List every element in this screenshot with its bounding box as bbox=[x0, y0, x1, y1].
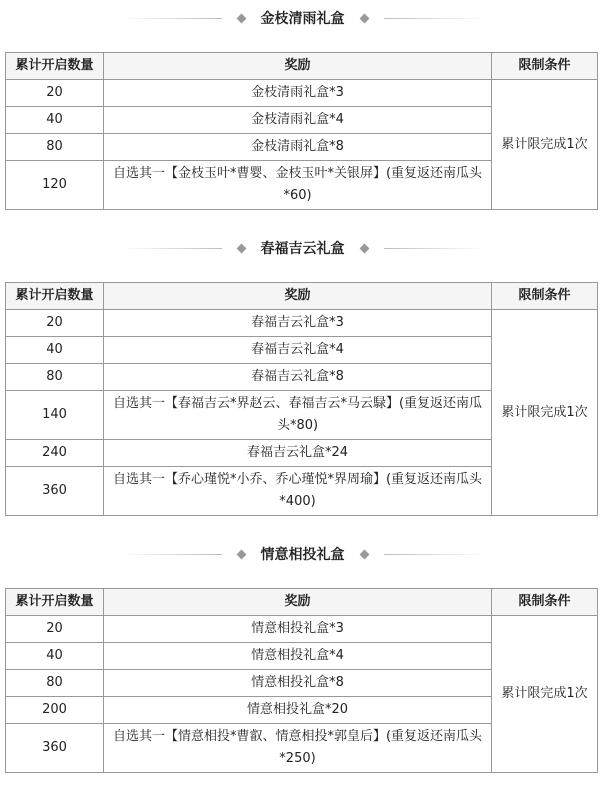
cell-count: 80 bbox=[6, 364, 104, 391]
section-title bbox=[0, 536, 605, 572]
title-divider-right bbox=[384, 554, 484, 555]
cell-reward: 自选其一【情意相投*曹叡、情意相投*郭皇后】(重复返还南瓜头*250) bbox=[104, 724, 492, 773]
cell-reward: 情意相投礼盒*8 bbox=[104, 670, 492, 697]
cell-reward: 金枝清雨礼盒*4 bbox=[104, 107, 492, 134]
header-limit: 限制条件 bbox=[492, 53, 598, 80]
cell-count: 20 bbox=[6, 310, 104, 337]
table-row bbox=[6, 310, 598, 337]
table-header-row bbox=[6, 53, 598, 80]
header-reward: 奖励 bbox=[104, 283, 492, 310]
reward-table bbox=[5, 282, 598, 516]
cell-count: 120 bbox=[6, 161, 104, 210]
cell-reward: 金枝清雨礼盒*3 bbox=[104, 80, 492, 107]
title-divider-left bbox=[122, 18, 222, 19]
cell-count: 80 bbox=[6, 670, 104, 697]
cell-count: 240 bbox=[6, 440, 104, 467]
section-gap bbox=[0, 516, 605, 536]
cell-count: 140 bbox=[6, 391, 104, 440]
section-title bbox=[0, 0, 605, 36]
section-gap bbox=[0, 210, 605, 230]
diamond-icon bbox=[236, 243, 246, 253]
cell-count: 200 bbox=[6, 697, 104, 724]
cell-reward: 春福吉云礼盒*24 bbox=[104, 440, 492, 467]
header-count: 累计开启数量 bbox=[6, 589, 104, 616]
diamond-icon bbox=[359, 549, 369, 559]
header-limit: 限制条件 bbox=[492, 283, 598, 310]
section-title-text: 情意相投礼盒 bbox=[260, 547, 345, 563]
cell-limit: 累计限完成1次 bbox=[492, 616, 598, 773]
reward-table bbox=[5, 588, 598, 773]
cell-count: 360 bbox=[6, 724, 104, 773]
header-reward: 奖励 bbox=[104, 589, 492, 616]
spacer bbox=[0, 572, 605, 588]
diamond-icon bbox=[236, 549, 246, 559]
cell-reward: 情意相投礼盒*3 bbox=[104, 616, 492, 643]
reward-table bbox=[5, 52, 598, 210]
section-title bbox=[0, 230, 605, 266]
cell-reward: 春福吉云礼盒*4 bbox=[104, 337, 492, 364]
cell-reward: 春福吉云礼盒*3 bbox=[104, 310, 492, 337]
spacer bbox=[0, 36, 605, 52]
cell-limit: 累计限完成1次 bbox=[492, 310, 598, 516]
spacer bbox=[0, 266, 605, 282]
title-divider-right bbox=[384, 248, 484, 249]
section-title-text: 金枝清雨礼盒 bbox=[260, 11, 345, 27]
cell-reward: 春福吉云礼盒*8 bbox=[104, 364, 492, 391]
title-divider-left bbox=[122, 554, 222, 555]
cell-reward: 情意相投礼盒*4 bbox=[104, 643, 492, 670]
cell-reward: 情意相投礼盒*20 bbox=[104, 697, 492, 724]
diamond-icon bbox=[359, 243, 369, 253]
diamond-icon bbox=[359, 13, 369, 23]
table-row bbox=[6, 80, 598, 107]
header-limit: 限制条件 bbox=[492, 589, 598, 616]
cell-count: 40 bbox=[6, 107, 104, 134]
cell-count: 360 bbox=[6, 467, 104, 516]
title-divider-left bbox=[122, 248, 222, 249]
section-title-text: 春福吉云礼盒 bbox=[260, 241, 345, 257]
cell-reward: 自选其一【乔心瑾悦*小乔、乔心瑾悦*界周瑜】(重复返还南瓜头*400) bbox=[104, 467, 492, 516]
cell-reward: 金枝清雨礼盒*8 bbox=[104, 134, 492, 161]
cell-reward: 自选其一【金枝玉叶*曹婴、金枝玉叶*关银屏】(重复返还南瓜头*60) bbox=[104, 161, 492, 210]
cell-limit: 累计限完成1次 bbox=[492, 80, 598, 210]
header-reward: 奖励 bbox=[104, 53, 492, 80]
cell-count: 80 bbox=[6, 134, 104, 161]
table-header-row bbox=[6, 283, 598, 310]
table-header-row bbox=[6, 589, 598, 616]
cell-count: 40 bbox=[6, 643, 104, 670]
header-count: 累计开启数量 bbox=[6, 53, 104, 80]
cell-reward: 自选其一【春福吉云*界赵云、春福吉云*马云騄】(重复返还南瓜头*80) bbox=[104, 391, 492, 440]
table-row bbox=[6, 616, 598, 643]
cell-count: 40 bbox=[6, 337, 104, 364]
header-count: 累计开启数量 bbox=[6, 283, 104, 310]
cell-count: 20 bbox=[6, 80, 104, 107]
title-divider-right bbox=[384, 18, 484, 19]
diamond-icon bbox=[236, 13, 246, 23]
cell-count: 20 bbox=[6, 616, 104, 643]
